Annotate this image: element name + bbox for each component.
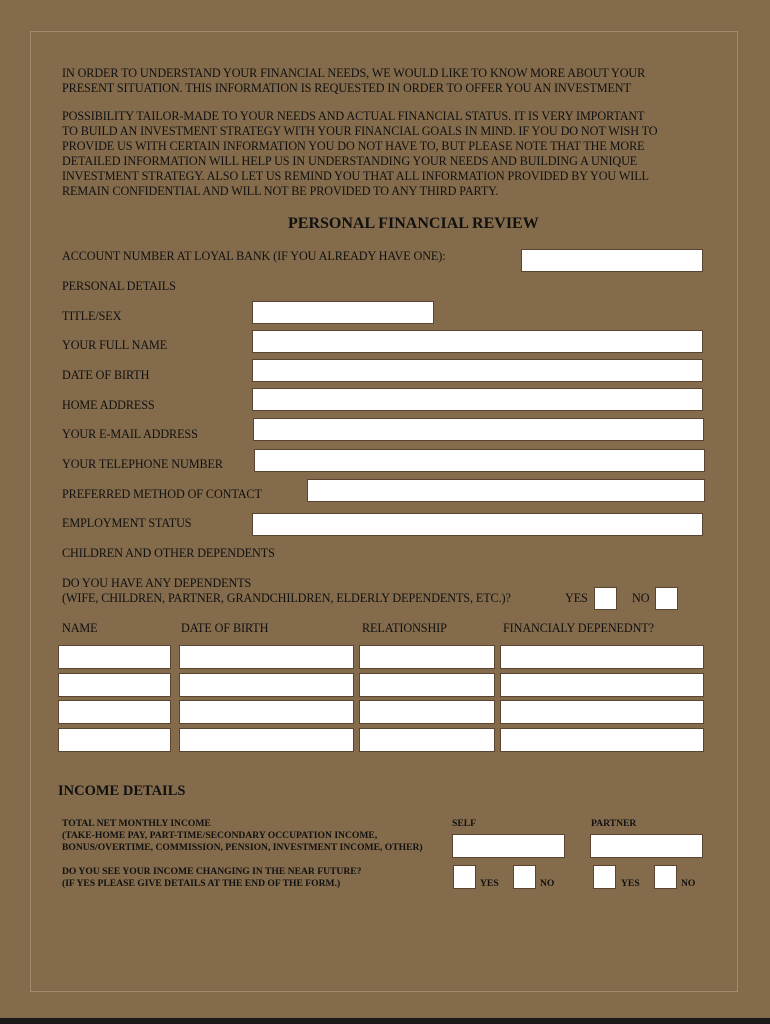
contact-method-label: PREFERRED METHOD OF CONTACT — [62, 487, 262, 501]
column-header-relationship: RELATIONSHIP — [362, 621, 447, 635]
dependent-relationship-field[interactable] — [359, 700, 495, 724]
dependent-relationship-field[interactable] — [359, 728, 495, 752]
income-change-label: (IF YES PLEASE GIVE DETAILS AT THE END OF THE FORM.) — [62, 878, 341, 889]
dependents-no-checkbox[interactable] — [655, 587, 678, 610]
dependents-question: DO YOU HAVE ANY DEPENDENTS — [62, 576, 252, 590]
income-change-partner-no-label: NO — [681, 878, 696, 889]
telephone-field[interactable] — [254, 449, 705, 472]
income-change-self-yes-label: YES — [480, 878, 499, 889]
income-heading: INCOME DETAILS — [58, 783, 186, 799]
account-number-label: ACCOUNT NUMBER AT LOYAL BANK (IF YOU ALREADY HAVE ONE): — [62, 249, 446, 263]
dob-field[interactable] — [252, 359, 703, 382]
dependent-relationship-field[interactable] — [359, 673, 495, 697]
account-number-field[interactable] — [521, 249, 703, 272]
income-change-self-no-checkbox[interactable] — [513, 865, 536, 889]
dependent-financial-field[interactable] — [500, 728, 704, 752]
intro-line: REMAIN CONFIDENTIAL AND WILL NOT BE PROVIDED TO ANY THIRD PARTY. — [62, 184, 499, 198]
employment-label: EMPLOYMENT STATUS — [62, 516, 192, 530]
title-sex-label: TITLE/SEX — [62, 309, 122, 323]
income-change-self-yes-checkbox[interactable] — [453, 865, 476, 889]
dependent-dob-field[interactable] — [179, 728, 354, 752]
contact-method-field[interactable] — [307, 479, 705, 502]
personal-details-heading: PERSONAL DETAILS — [62, 279, 176, 293]
dob-label: DATE OF BIRTH — [62, 368, 150, 382]
intro-line: TO BUILD AN INVESTMENT STRATEGY WITH YOUR FINANCIAL GOALS IN MIND. IF YOU DO NOT WISH TO — [62, 124, 658, 138]
employment-field[interactable] — [252, 513, 703, 536]
dependent-dob-field[interactable] — [179, 673, 354, 697]
intro-line: PRESENT SITUATION. THIS INFORMATION IS REQUESTED IN ORDER TO OFFER YOU AN INVESTMENT — [62, 81, 631, 95]
income-change-partner-yes-label: YES — [621, 878, 640, 889]
dependent-relationship-field[interactable] — [359, 645, 495, 669]
net-income-label: (TAKE-HOME PAY, PART-TIME/SECONDARY OCCUPATION INCOME, — [62, 830, 378, 841]
intro-line: DETAILED INFORMATION WILL HELP US IN UNDERSTANDING YOUR NEEDS AND BUILDING A UNIQUE — [62, 154, 638, 168]
dependent-financial-field[interactable] — [500, 673, 704, 697]
bottom-bar — [0, 1018, 770, 1024]
intro-line: POSSIBILITY TAILOR-MADE TO YOUR NEEDS AND ACTUAL FINANCIAL STATUS. IT IS VERY IMPORTANT — [62, 109, 645, 123]
dependents-yes-label: YES — [565, 591, 588, 605]
net-income-partner-field[interactable] — [590, 834, 703, 858]
income-change-partner-yes-checkbox[interactable] — [593, 865, 616, 889]
dependent-name-field[interactable] — [58, 728, 171, 752]
dependent-dob-field[interactable] — [179, 645, 354, 669]
dependent-name-field[interactable] — [58, 700, 171, 724]
net-income-self-field[interactable] — [452, 834, 565, 858]
dependent-dob-field[interactable] — [179, 700, 354, 724]
income-partner-label: PARTNER — [591, 818, 637, 829]
net-income-label: BONUS/OVERTIME, COMMISSION, PENSION, INVESTMENT INCOME, OTHER) — [62, 842, 423, 853]
home-address-field[interactable] — [252, 388, 703, 411]
intro-line: PROVIDE US WITH CERTAIN INFORMATION YOU DO NOT HAVE TO, BUT PLEASE NOTE THAT THE MORE — [62, 139, 645, 153]
intro-line: IN ORDER TO UNDERSTAND YOUR FINANCIAL NEEDS, WE WOULD LIKE TO KNOW MORE ABOUT YOUR — [62, 66, 646, 80]
full-name-label: YOUR FULL NAME — [62, 338, 168, 352]
dependents-heading: CHILDREN AND OTHER DEPENDENTS — [62, 546, 275, 560]
full-name-field[interactable] — [252, 330, 703, 353]
telephone-label: YOUR TELEPHONE NUMBER — [62, 457, 223, 471]
income-change-label: DO YOU SEE YOUR INCOME CHANGING IN THE NEAR FUTURE? — [62, 866, 362, 877]
dependent-financial-field[interactable] — [500, 645, 704, 669]
title-sex-field[interactable] — [252, 301, 434, 324]
net-income-label: TOTAL NET MONTHLY INCOME — [62, 818, 211, 829]
dependents-question: (WIFE, CHILDREN, PARTNER, GRANDCHILDREN, ELDERLY DEPENDENTS, ETC.)? — [62, 591, 511, 605]
dependents-yes-checkbox[interactable] — [594, 587, 617, 610]
form-title: PERSONAL FINANCIAL REVIEW — [288, 215, 539, 232]
dependents-no-label: NO — [632, 591, 650, 605]
column-header-financially-dependent: FINANCIALY DEPENEDNT? — [503, 621, 654, 635]
dependent-financial-field[interactable] — [500, 700, 704, 724]
income-self-label: SELF — [452, 818, 476, 829]
dependent-name-field[interactable] — [58, 673, 171, 697]
intro-line: INVESTMENT STRATEGY. ALSO LET US REMIND YOU THAT ALL INFORMATION PROVIDED BY YOU WILL — [62, 169, 649, 183]
home-address-label: HOME ADDRESS — [62, 398, 155, 412]
dependent-name-field[interactable] — [58, 645, 171, 669]
email-label: YOUR E-MAIL ADDRESS — [62, 427, 198, 441]
column-header-dob: DATE OF BIRTH — [181, 621, 269, 635]
column-header-name: NAME — [62, 621, 98, 635]
income-change-self-no-label: NO — [540, 878, 555, 889]
income-change-partner-no-checkbox[interactable] — [654, 865, 677, 889]
email-field[interactable] — [253, 418, 704, 441]
